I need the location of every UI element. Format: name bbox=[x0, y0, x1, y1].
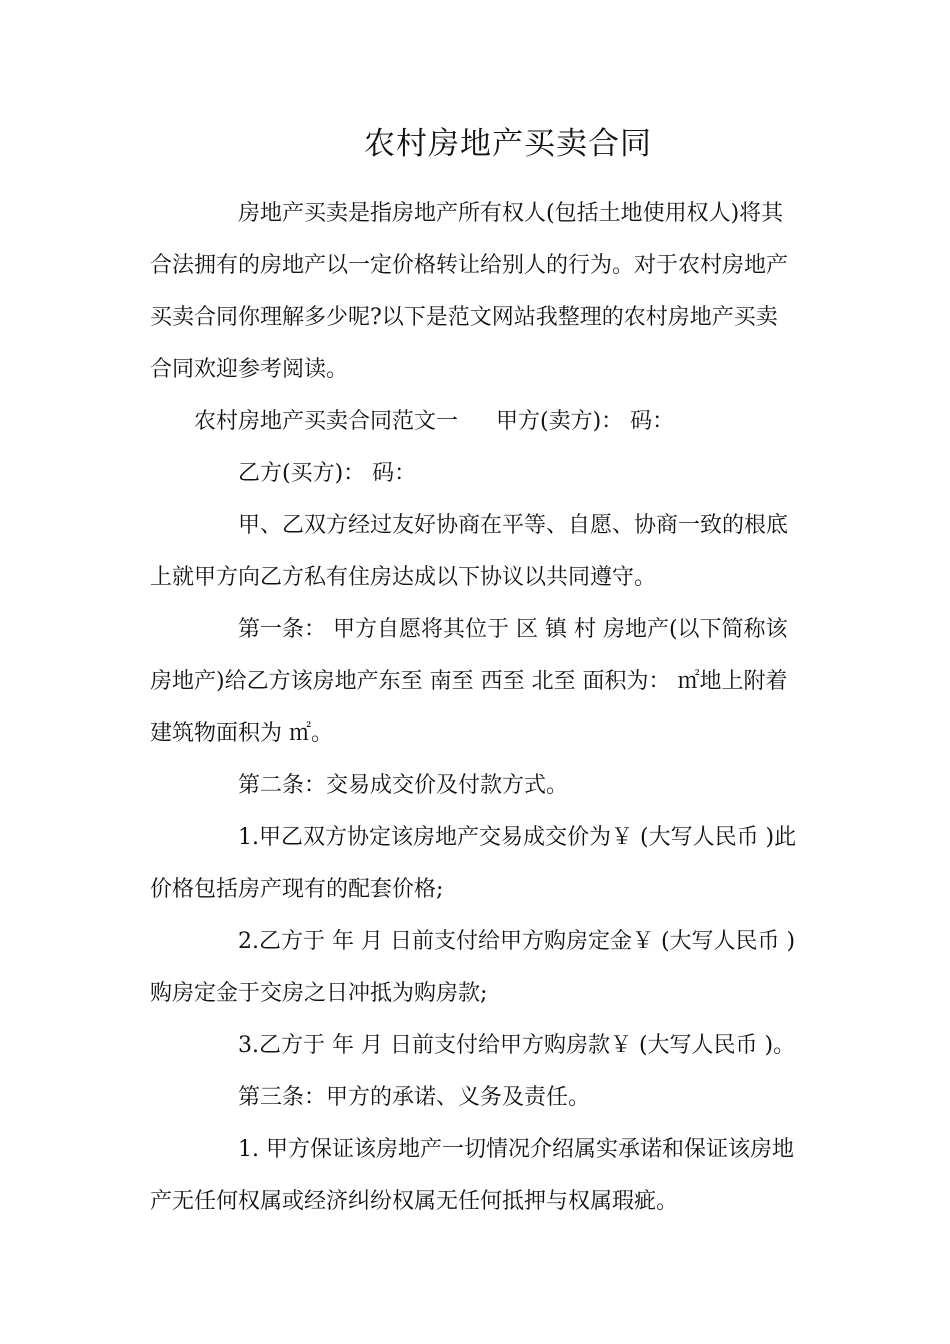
article-2-item-2-line-2: 购房定金于交房之日冲抵为购房款; bbox=[150, 981, 488, 1006]
preamble-paragraph bbox=[150, 500, 802, 604]
article-3-title-text: 第三条：甲方的承诺、义务及责任。 bbox=[238, 1085, 591, 1110]
article-1-line-2: 房地产)给乙方该房地产东至 南至 西至 北至 面积为： ㎡地上附着 bbox=[150, 669, 788, 694]
sample-heading-line bbox=[150, 396, 802, 448]
article-2-item-3 bbox=[150, 1020, 802, 1072]
article-1-line-1: 第一条： 甲方自愿将其位于 区 镇 村 房地产(以下简称该 bbox=[238, 617, 788, 642]
article-2-title-text: 第二条：交易成交价及付款方式。 bbox=[238, 773, 569, 798]
intro-paragraph bbox=[150, 188, 802, 396]
article-2-title bbox=[150, 760, 802, 812]
article-2-item-3-text: 3.乙方于 年 月 日前支付给甲方购房款￥ (大写人民币 )。 bbox=[238, 1033, 796, 1058]
article-3-title bbox=[150, 1072, 802, 1124]
article-2-item-1 bbox=[150, 812, 802, 916]
intro-line-3: 买卖合同你理解多少呢?以下是范文网站我整理的农村房地产买卖 bbox=[150, 305, 778, 330]
preamble-line-2: 上就甲方向乙方私有住房达成以下协议以共同遵守。 bbox=[150, 565, 657, 590]
intro-line-4: 合同欢迎参考阅读。 bbox=[150, 357, 349, 382]
party-b-paragraph bbox=[150, 448, 802, 500]
document-title: 农村房地产买卖合同 bbox=[364, 126, 652, 162]
party-a-line: 甲方(卖方)： 码： bbox=[496, 409, 675, 434]
party-b-line: 乙方(买方)： 码： bbox=[238, 461, 417, 486]
article-2-item-1-line-1: 1.甲乙双方协定该房地产交易成交价为￥ (大写人民币 )此 bbox=[238, 825, 797, 850]
preamble-line-1: 甲、乙双方经过友好协商在平等、自愿、协商一致的根底 bbox=[238, 513, 789, 538]
article-2-item-2 bbox=[150, 916, 802, 1020]
document-body bbox=[150, 188, 802, 1228]
article-1-paragraph bbox=[150, 604, 802, 760]
sample-heading: 农村房地产买卖合同范文一 bbox=[194, 409, 459, 434]
article-2-item-1-line-2: 价格包括房产现有的配套价格; bbox=[150, 877, 444, 902]
article-2-item-2-line-1: 2.乙方于 年 月 日前支付给甲方购房定金￥ (大写人民币 ) bbox=[238, 929, 796, 954]
intro-line-2: 合法拥有的房地产以一定价格转让给别人的行为。对于农村房地产 bbox=[150, 253, 789, 278]
article-1-line-3: 建筑物面积为 ㎡。 bbox=[150, 721, 333, 746]
article-3-item-1-line-1: 1. 甲方保证该房地产一切情况介绍属实承诺和保证该房地 bbox=[238, 1137, 794, 1162]
article-3-item-1-line-2: 产无任何权属或经济纠纷权属无任何抵押与权属瑕疵。 bbox=[150, 1189, 679, 1214]
intro-line-1: 房地产买卖是指房地产所有权人(包括土地使用权人)将其 bbox=[238, 201, 784, 226]
article-3-item-1 bbox=[150, 1124, 802, 1228]
